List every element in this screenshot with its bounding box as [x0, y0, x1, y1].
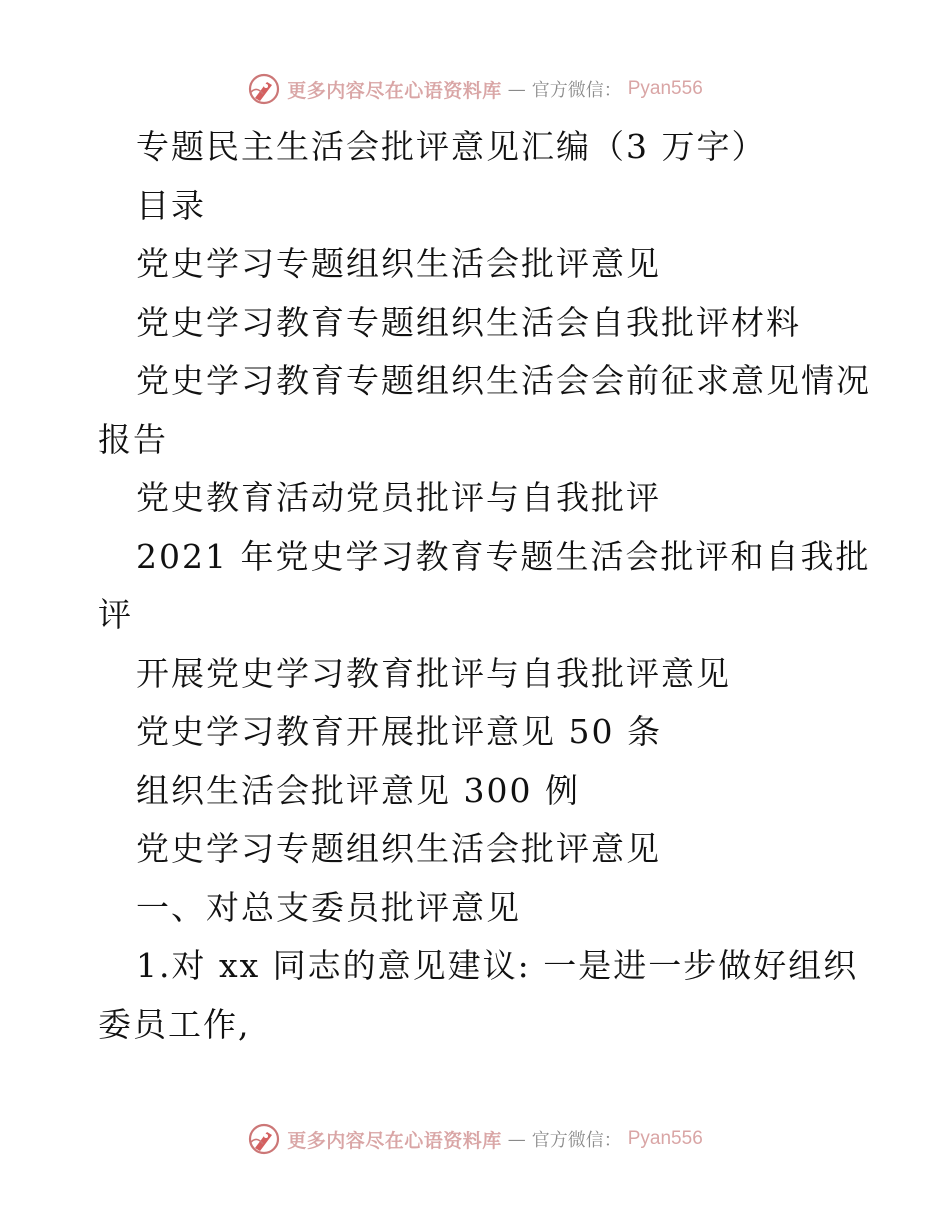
watermark-dash: — — [507, 1128, 526, 1150]
document-line: 报告 — [98, 419, 168, 459]
document-line: 党史学习教育专题组织生活会自我批评材料 — [136, 302, 801, 342]
document-body — [98, 118, 871, 1054]
watermark-main-text: 更多内容尽在心语资料库 — [287, 79, 502, 102]
document-line: 党史学习专题组织生活会批评意见 — [136, 244, 661, 283]
document-line: 专题民主生活会批评意见汇编（3 万字） — [136, 127, 767, 166]
watermark-wechat-id: Pyan556 — [627, 78, 703, 99]
document-line: 党史教育活动党员批评与自我批评 — [136, 478, 661, 517]
document-line: 党史学习教育开展批评意见 50 条 — [136, 712, 662, 751]
watermark-wechat-label: 官方微信： — [531, 1130, 622, 1151]
pen-nib-logo-icon — [247, 72, 281, 106]
document-line: 评 — [98, 595, 133, 634]
document-line: 委员工作, — [98, 1004, 251, 1044]
header-watermark — [0, 72, 950, 106]
pen-nib-logo-icon — [247, 1122, 281, 1156]
watermark-dash: — — [507, 78, 526, 100]
footer-watermark — [0, 1122, 950, 1156]
document-line: 开展党史学习教育批评与自我批评意见 — [136, 653, 731, 693]
watermark-main-text: 更多内容尽在心语资料库 — [287, 1129, 502, 1152]
document-line: 1.对 xx 同志的意见建议: 一是进一步做好组织 — [136, 946, 859, 985]
document-line: 党史学习专题组织生活会批评意见 — [136, 829, 661, 868]
document-line: 一、对总支委员批评意见 — [136, 887, 521, 927]
watermark-wechat-id: Pyan556 — [627, 1128, 703, 1149]
document-line: 党史学习教育专题组织生活会会前征求意见情况 — [136, 361, 871, 400]
document-line: 目录 — [136, 185, 206, 225]
document-line: 组织生活会批评意见 300 例 — [136, 770, 580, 810]
watermark-wechat-label: 官方微信： — [531, 80, 622, 101]
document-line: 2021 年党史学习教育专题生活会批评和自我批 — [136, 536, 871, 576]
